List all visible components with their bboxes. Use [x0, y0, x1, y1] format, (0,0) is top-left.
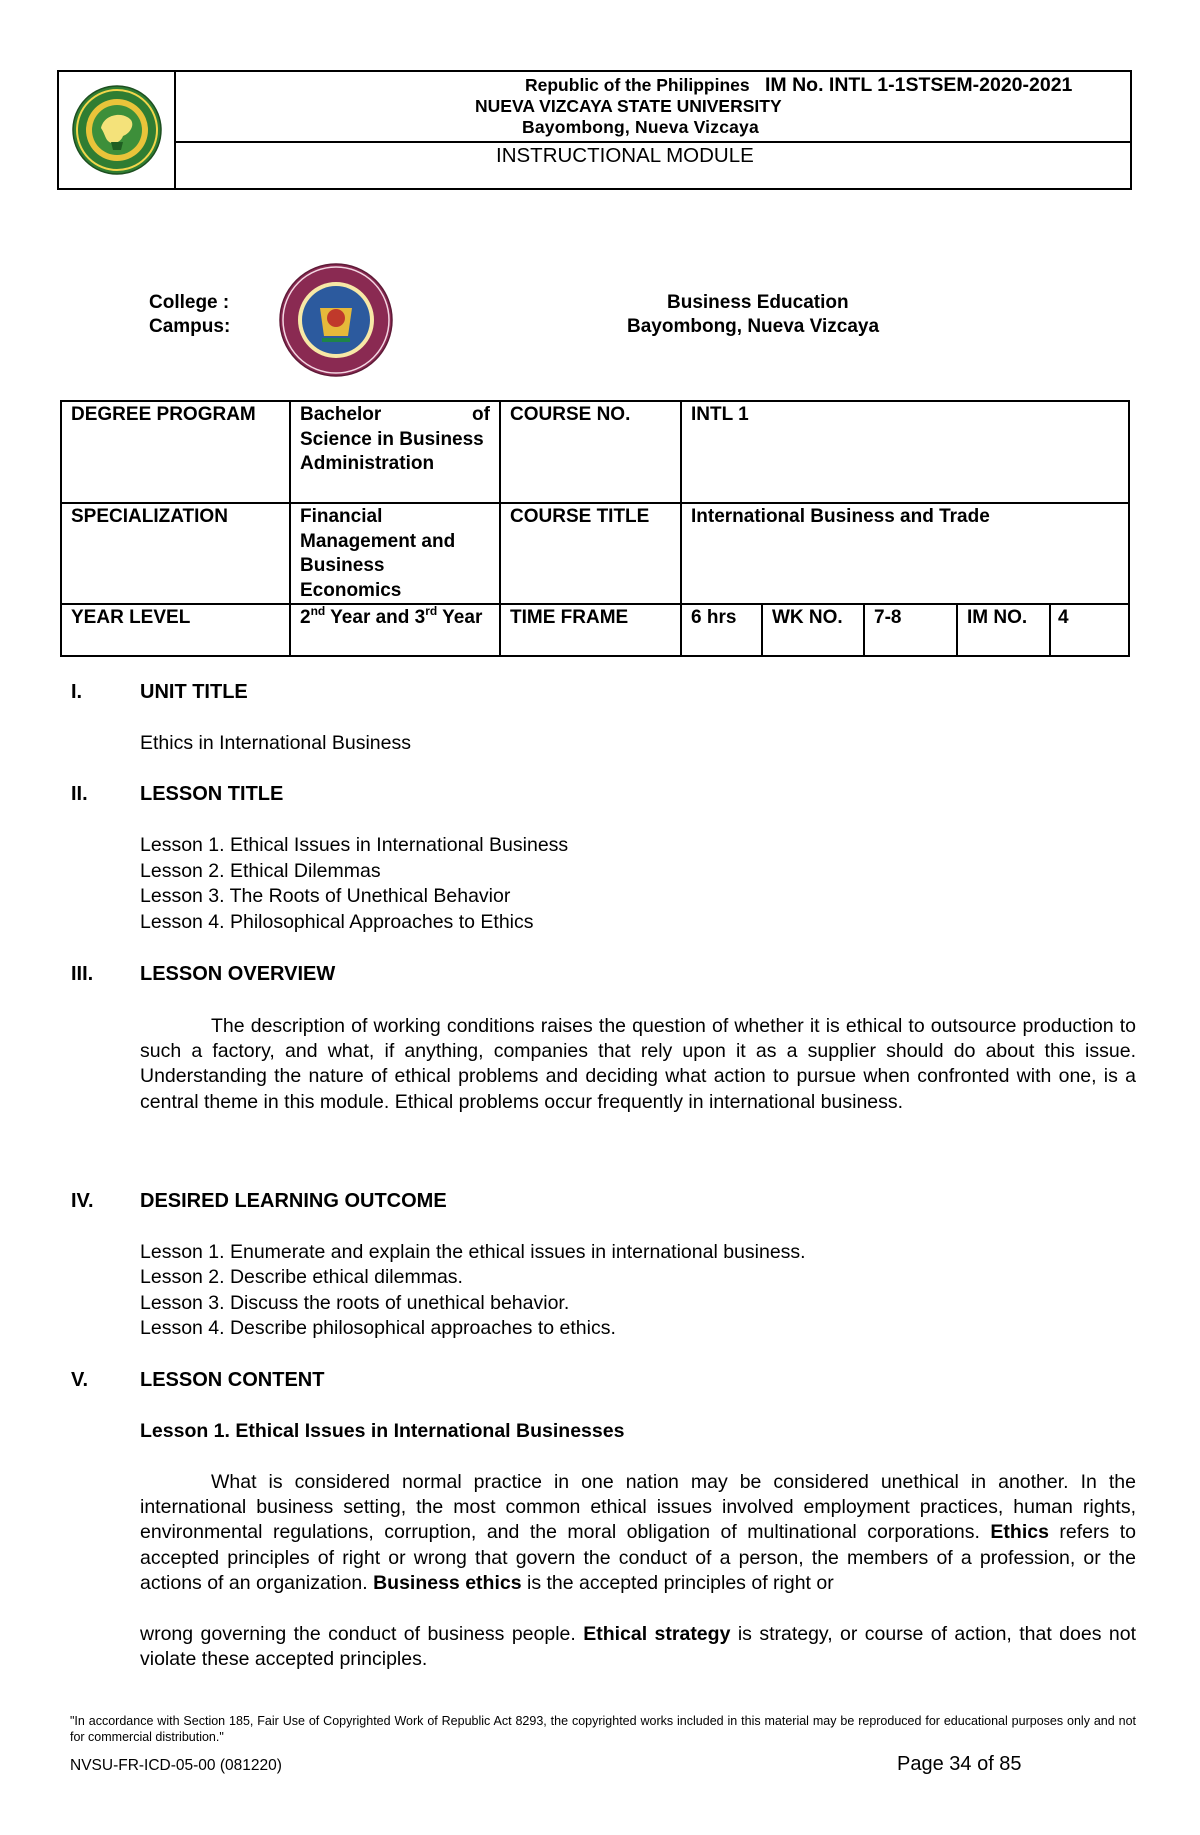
list-item: Lesson 1. Enumerate and explain the ethical issues in international business. [140, 1241, 806, 1263]
header-republic: Republic of the Philippines [525, 75, 750, 95]
list-item: Lesson 1. Ethical Issues in International Business [140, 834, 569, 856]
year-level-sup1: nd [310, 603, 326, 618]
list-item: Lesson 3. The Roots of Unethical Behavior [140, 885, 511, 907]
list-item: Lesson 3. Discuss the roots of unethical behavior. [140, 1292, 570, 1314]
specialization-label: SPECIALIZATION [61, 503, 290, 604]
section-number: III. [71, 963, 94, 985]
header-location: Bayombong, Nueva Vizcaya [522, 117, 759, 137]
header-university: NUEVA VIZCAYA STATE UNIVERSITY [475, 96, 782, 116]
time-frame-value: 6 hrs [681, 604, 762, 656]
section-title-unit: UNIT TITLE [140, 681, 248, 703]
college-seal-icon [276, 262, 396, 378]
degree-program-value-rest: Science in Business Administration [300, 428, 484, 474]
course-no-value: INTL 1 [681, 401, 1129, 503]
header-im-number: IM No. INTL 1-1STSEM-2020-2021 [765, 74, 1073, 96]
content-text: refers to accepted principles of right or wrong that govern the conduct of a person, the members of a profession, or the actions of an organization. [140, 1521, 1136, 1594]
section-number: V. [71, 1369, 89, 1391]
content-text: is the accepted principles of right or [521, 1571, 834, 1594]
header-module-title: INSTRUCTIONAL MODULE [496, 144, 754, 167]
degree-program-value [290, 401, 500, 503]
im-no-cell [957, 604, 1129, 656]
campus-label: Campus: [149, 316, 231, 337]
section-title-overview: LESSON OVERVIEW [140, 963, 336, 985]
section-number: II. [71, 783, 88, 805]
college-value: Business Education [667, 292, 849, 313]
overview-text: The description of working conditions raises the question of whether it is ethical to outsource production to such a factory, and what, if anything, companies that rely upon it as a supplier should do about this issue. Understanding the nature of ethical problems and deciding what action to pursue when confronted with one, is a central theme in this module. Ethical problems occur frequently in international business. [140, 1015, 1136, 1113]
copyright-note: "In accordance with Section 185, Fair Use of Copyrighted Work of Republic Act 8293, the copyrighted works included in this material may be reproduced for educational purposes only and not for commercial distribution." [70, 1714, 1136, 1744]
table-row [61, 401, 1129, 503]
college-label: College : [149, 292, 230, 313]
table-row [61, 604, 1129, 656]
section-title-outcome: DESIRED LEARNING OUTCOME [140, 1190, 447, 1212]
header-divider [176, 141, 1130, 143]
year-level-sup2: rd [425, 603, 438, 618]
table-row [61, 503, 1129, 604]
time-frame-label: TIME FRAME [500, 604, 681, 656]
year-level-part3: Year [437, 607, 483, 628]
section-number: I. [71, 681, 83, 703]
unit-title-text: Ethics in International Business [140, 732, 411, 754]
list-item: Lesson 2. Describe ethical dilemmas. [140, 1266, 463, 1288]
overview-paragraph [140, 1014, 1136, 1115]
list-item: Lesson 4. Describe philosophical approaches to ethics. [140, 1317, 616, 1339]
course-no-label: COURSE NO. [500, 401, 681, 503]
campus-value: Bayombong, Nueva Vizcaya [627, 316, 880, 337]
course-info-table [60, 400, 1130, 657]
university-seal-icon [71, 84, 163, 176]
wk-no-value: 7-8 [864, 604, 957, 656]
form-code: NVSU-FR-ICD-05-00 (081220) [70, 1757, 282, 1774]
term-ethics: Ethics [990, 1521, 1049, 1544]
course-title-value: International Business and Trade [681, 503, 1129, 604]
content-text: wrong governing the conduct of business people. [140, 1623, 584, 1645]
wk-no-label: WK NO. [762, 604, 864, 656]
content-text: is strategy, or course of action, that does not violate these accepted principles. [140, 1623, 1136, 1671]
section-number: IV. [71, 1190, 94, 1212]
content-paragraph-1 [140, 1470, 1136, 1596]
course-title-label: COURSE TITLE [500, 503, 681, 604]
year-level-part2: Year and 3 [325, 607, 426, 628]
content-paragraph-2 [140, 1622, 1136, 1672]
page-number: Page 34 of 85 [897, 1753, 1022, 1775]
specialization-value: Financial Management and Business Economics [290, 503, 500, 604]
im-no-label: IM NO. [958, 605, 1051, 655]
content-text: What is considered normal practice in one nation may be considered unethical in another. In the international business setting, the most common ethical issues involved employment practices, human rights, environmental regulations, corruption, and the moral obligation of multinational corporations. [140, 1471, 1136, 1544]
im-no-value: 4 [1058, 607, 1069, 628]
degree-program-value-line1: Bachelor of [300, 404, 490, 425]
lesson-heading: Lesson 1. Ethical Issues in International Businesses [140, 1420, 625, 1442]
list-item: Lesson 2. Ethical Dilemmas [140, 860, 381, 882]
list-item: Lesson 4. Philosophical Approaches to Ethics [140, 911, 534, 933]
header-logo-cell [59, 72, 176, 188]
term-business-ethics: Business ethics [373, 1571, 522, 1594]
degree-program-label: DEGREE PROGRAM [61, 401, 290, 503]
year-level-part1: 2 [300, 607, 311, 628]
year-level-label: YEAR LEVEL [61, 604, 290, 656]
section-title-content: LESSON CONTENT [140, 1369, 325, 1391]
year-level-value [290, 604, 500, 656]
document-header [57, 70, 1132, 190]
section-title-lesson: LESSON TITLE [140, 783, 284, 805]
term-ethical-strategy: Ethical strategy [583, 1623, 731, 1645]
